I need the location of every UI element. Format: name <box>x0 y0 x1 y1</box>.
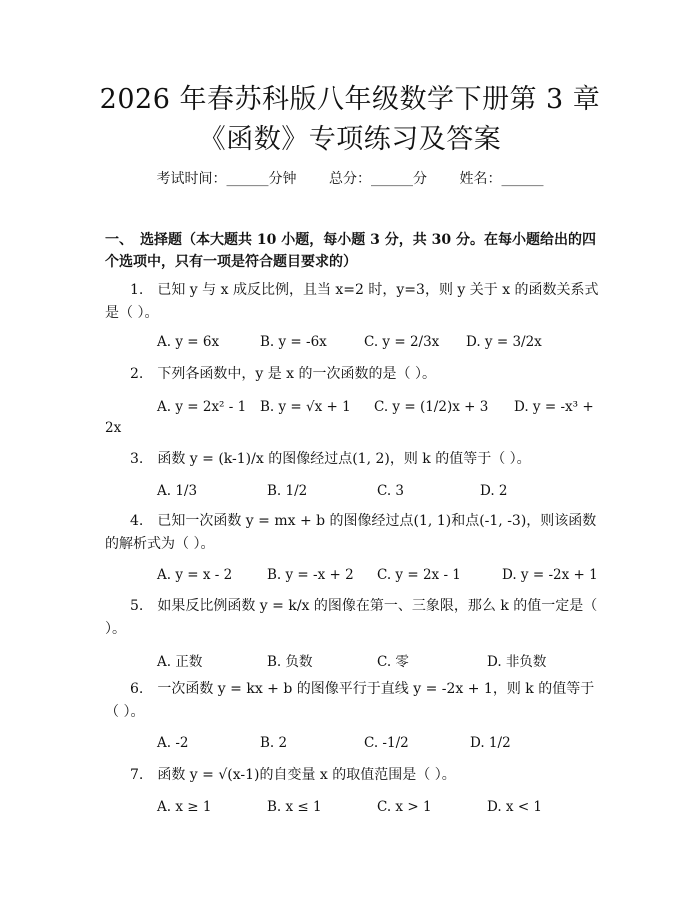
option-a: A. y = 6x <box>157 334 220 350</box>
option-a: A. x ≥ 1 <box>157 799 212 815</box>
student-name-field: 姓名：______ <box>459 171 544 187</box>
option-b: B. y = √x + 1 <box>260 399 351 415</box>
question-4-stem: 4. 已知一次函数 y = mx + b 的图像经过点(1, 1)和点(-1, -3)，则该函数的解析式为（ ）。 <box>105 513 597 552</box>
section-heading: 一、 选择题（本大题共 10 小题，每小题 3 分，共 30 分。在每小题给出的四个选项中，只有一项是符合题目要求的） <box>105 232 596 270</box>
option-b: B. y = -6x <box>260 334 327 350</box>
option-d: D. y = 3/2x <box>466 334 542 350</box>
exam-time-field: 考试时间：______分钟 <box>156 171 297 187</box>
option-d: D. y = -2x + 1 <box>502 567 598 583</box>
option-b: B. 1/2 <box>267 483 308 499</box>
option-c: C. y = 2x - 1 <box>377 567 461 583</box>
option-a: A. 正数 <box>157 654 203 670</box>
question-2-stem: 2. 下列各函数中，y 是 x 的一次函数的是（ ）。 <box>130 366 436 382</box>
option-d: D. y = -x³ + <box>514 399 594 415</box>
exam-info-line <box>0 168 700 188</box>
option-d: D. x < 1 <box>487 799 543 815</box>
option-d: D. 1/2 <box>470 735 511 751</box>
option-b: B. 2 <box>260 735 288 751</box>
question-7-stem: 7. 函数 y = √(x-1)的自变量 x 的取值范围是（ ）。 <box>130 767 456 783</box>
question-1-stem: 1. 已知 y 与 x 成反比例，且当 x=2 时，y=3，则 y 关于 x 的函数关系式是（ ）。 <box>105 282 599 321</box>
option-b: B. 负数 <box>267 654 313 670</box>
total-score-field: 总分：______分 <box>329 171 427 187</box>
option-c: C. y = 2/3x <box>364 334 440 350</box>
option-d: D. 非负数 <box>487 654 547 670</box>
question-5-stem: 5. 如果反比例函数 y = k/x 的图像在第一、三象限，那么 k 的值一定是（ ）。 <box>105 598 598 637</box>
question-2-option-d-wrap: 2x <box>105 420 122 436</box>
option-a: A. y = 2x² - 1 <box>157 399 247 415</box>
option-d: D. 2 <box>480 483 508 499</box>
option-c: C. y = (1/2)x + 3 <box>374 399 489 415</box>
question-6-stem: 6. 一次函数 y = kx + b 的图像平行于直线 y = -2x + 1，则 k 的值等于（ ）。 <box>105 681 595 720</box>
option-a: A. 1/3 <box>157 483 198 499</box>
document-title: 2026 年春苏科版八年级数学下册第 3 章《函数》专项练习及答案 <box>99 84 601 155</box>
option-c: C. -1/2 <box>364 735 409 751</box>
question-3-stem: 3. 函数 y = (k-1)/x 的图像经过点(1, 2)，则 k 的值等于（ ）。 <box>130 451 531 467</box>
option-c: C. x > 1 <box>377 799 432 815</box>
option-b: B. x ≤ 1 <box>267 799 322 815</box>
option-c: C. 3 <box>377 483 405 499</box>
option-a: A. -2 <box>157 735 189 751</box>
option-b: B. y = -x + 2 <box>267 567 354 583</box>
option-a: A. y = x - 2 <box>157 567 233 583</box>
option-c: C. 零 <box>377 654 409 670</box>
